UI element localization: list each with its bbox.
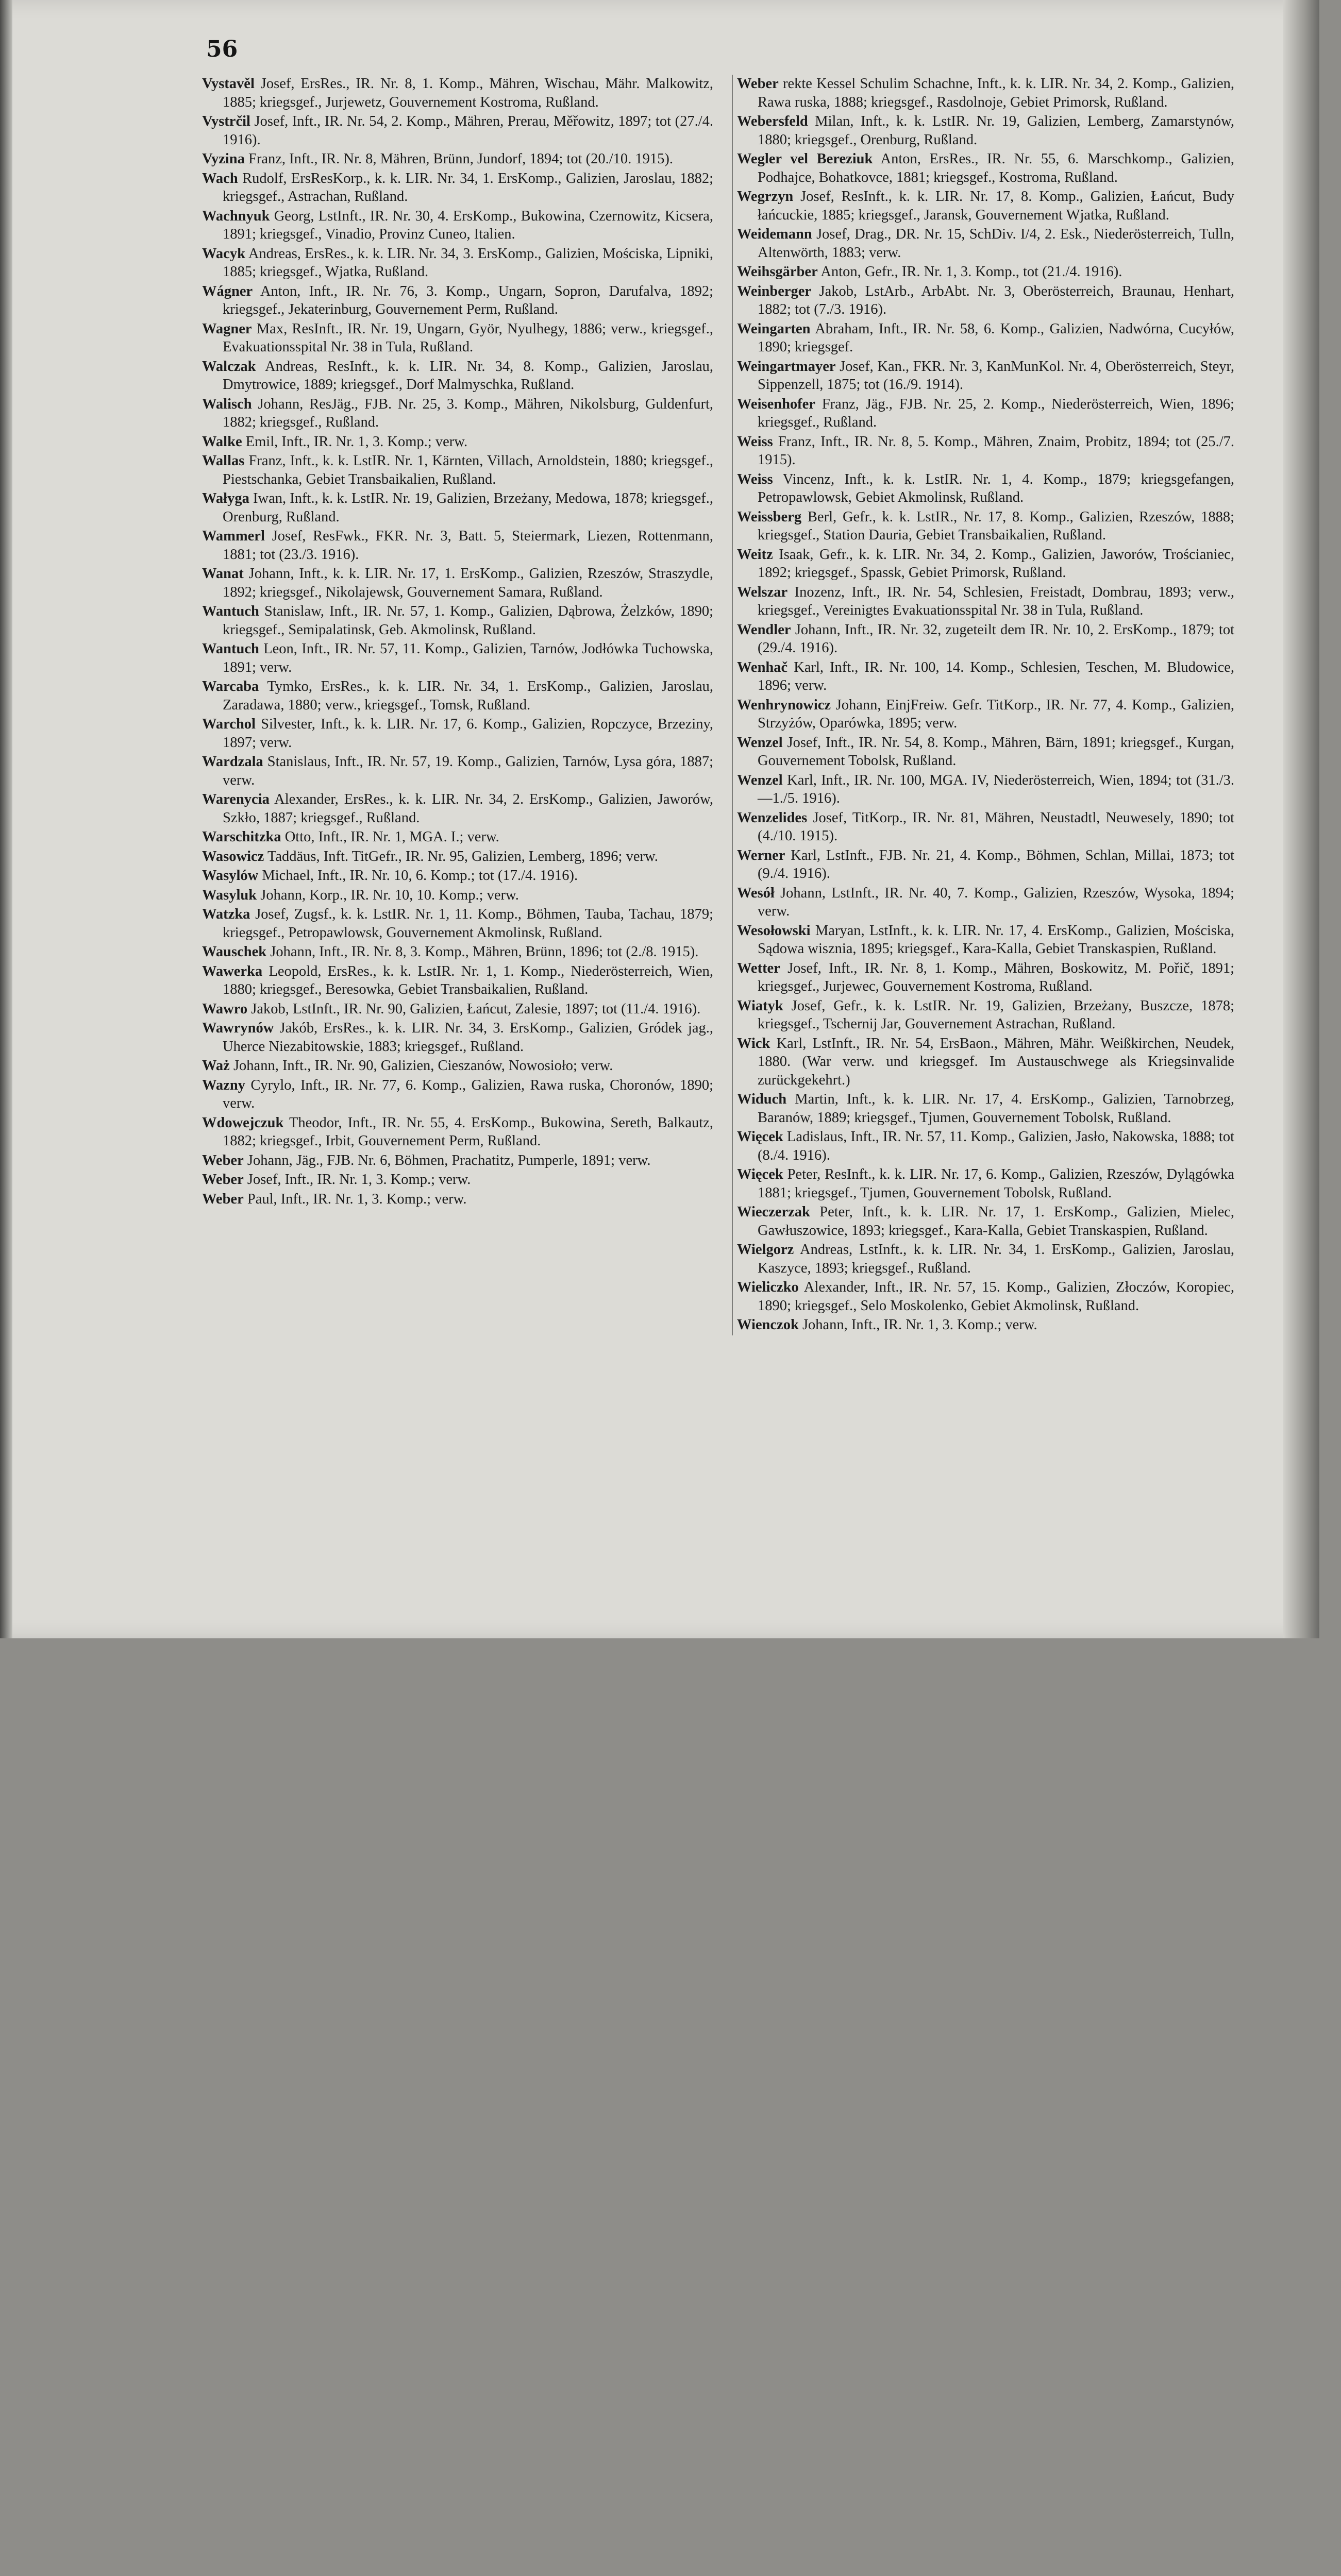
entry-details: Peter, ResInft., k. k. LIR. Nr. 17, 6. Komp., Galizien, Rzeszów, Dylągówka 1881; kriegsgef., Tjumen, Gouvernement Tobolsk, Rußland. — [758, 1166, 1234, 1201]
entry-surname: Weissberg — [737, 509, 802, 525]
entry-details: Johann, Inft., IR. Nr. 1, 3. Komp.; verw. — [802, 1317, 1037, 1333]
register-entry — [202, 207, 713, 244]
register-entry — [202, 962, 713, 999]
register-entry — [737, 263, 1234, 281]
register-entry — [737, 112, 1234, 149]
entry-details: Josef, Inft., IR. Nr. 1, 3. Komp.; verw. — [247, 1172, 471, 1188]
entry-surname: Weidemann — [737, 226, 812, 242]
entry-details: Berl, Gefr., k. k. LstIR., Nr. 17, 8. Komp., Galizien, Rzeszów, 1888; kriegsgef., Station Dauria, Gebiet Transbaikalien, Rußland. — [758, 509, 1234, 543]
entry-details: Franz, Inft., k. k. LstIR. Nr. 1, Kärnten, Villach, Arnoldstein, 1880; kriegsgef., Piestschanka, Gebiet Transbaikalien, Rußland. — [223, 453, 713, 487]
entry-details: Leon, Inft., IR. Nr. 57, 11. Komp., Galizien, Tarnów, Jodłówka Tuchowska, 1891; verw. — [223, 641, 714, 675]
entry-details: Andreas, LstInft., k. k. LIR. Nr. 34, 1. ErsKomp., Galizien, Jaroslau, Kaszyce, 1893; kriegsgef., Rußland. — [758, 1242, 1234, 1276]
entry-details: Josef, ResInft., k. k. LIR. Nr. 17, 8. Komp., Galizien, Łańcut, Budy łańcuckie, 1885; kriegsgef., Jaransk, Gouvernement Wjatka, Rußland. — [758, 189, 1235, 223]
entry-surname: Wachnyuk — [202, 208, 270, 224]
entry-details: Alexander, ErsRes., k. k. LIR. Nr. 34, 2. ErsKomp., Galizien, Jaworów, Szkło, 1887; kriegsgef., Rußland. — [223, 791, 713, 826]
entry-details: Josef, Drag., DR. Nr. 15, SchDiv. I/4, 2. Esk., Niederösterreich, Tulln, Altenwörth, 1883; verw. — [758, 226, 1234, 261]
register-entry — [737, 508, 1234, 545]
entry-details: Josef, ResFwk., FKR. Nr. 3, Batt. 5, Steiermark, Liezen, Rottenmann, 1881; tot (23./3. 1916). — [223, 528, 713, 563]
register-entry — [202, 1171, 713, 1189]
entry-surname: Więcek — [737, 1166, 783, 1182]
page-number: 56 — [206, 36, 238, 62]
register-entry — [202, 677, 713, 714]
entry-details: Jakób, ErsRes., k. k. LIR. Nr. 34, 3. ErsKomp., Galizien, Gródek jag., Uherce Niezabitowskie, 1883; kriegsgef., Rußland. — [223, 1020, 713, 1055]
entry-surname: Wieliczko — [737, 1279, 799, 1295]
entry-surname: Walke — [202, 433, 242, 450]
register-entry — [737, 433, 1234, 469]
register-entry — [202, 1000, 713, 1019]
entry-details: Maryan, LstInft., k. k. LIR. Nr. 17, 4. ErsKomp., Galizien, Mościska, Sądowa wisznia, 1895; kriegsgef., Kara-Kalla, Gebiet Transkaspien, Rußland. — [758, 922, 1235, 957]
entry-details: Ladislaus, Inft., IR. Nr. 57, 11. Komp., Galizien, Jasło, Nakowska, 1888; tot (8./4. 1916). — [758, 1129, 1234, 1163]
register-entry — [737, 658, 1234, 695]
entry-surname: Wauschek — [202, 944, 267, 960]
entry-details: Johann, Jäg., FJB. Nr. 6, Böhmen, Prachatitz, Pumperle, 1891; verw. — [247, 1152, 651, 1168]
entry-surname: Wanat — [202, 566, 244, 582]
entry-surname: Więcek — [737, 1129, 783, 1145]
register-entry — [202, 1057, 713, 1075]
register-entry — [202, 867, 713, 885]
entry-surname: Wazny — [202, 1077, 245, 1093]
entry-details: Johann, EinjFreiw. Gefr. TitKorp., IR. Nr. 77, 4. Komp., Galizien, Strzyżów, Oparówka, 1895; verw. — [758, 697, 1234, 731]
entry-details: Andreas, ResInft., k. k. LIR. Nr. 34, 8. Komp., Galizien, Jaroslau, Dmytrowice, 1889; kriegsgef., Dorf Malmyschka, Rußland. — [223, 358, 713, 393]
register-entry — [202, 1076, 713, 1113]
register-entry — [737, 771, 1234, 808]
register-entry — [737, 75, 1234, 111]
entry-surname: Warenycia — [202, 791, 270, 807]
entry-surname: Wach — [202, 170, 238, 187]
entry-details: rekte Kessel Schulim Schachne, Inft., k. k. LIR. Nr. 34, 2. Komp., Galizien, Rawa ruska, 1888; kriegsgef., Rasdolnoje, Gebiet Primorsk, Rußland. — [758, 76, 1234, 110]
register-entry — [202, 1019, 713, 1056]
register-entry — [202, 282, 713, 319]
entry-surname: Widuch — [737, 1091, 787, 1107]
entry-details: Jakob, LstInft., IR. Nr. 90, Galizien, Łańcut, Zalesie, 1897; tot (11./4. 1916). — [251, 1001, 701, 1017]
register-entry — [202, 640, 713, 676]
entry-surname: Weber — [202, 1152, 244, 1168]
entry-details: Anton, Inft., IR. Nr. 76, 3. Komp., Ungarn, Sopron, Darufalva, 1892; kriegsgef., Jekaterinburg, Gouvernement Perm, Rußland. — [223, 283, 713, 317]
entry-surname: Weber — [737, 76, 779, 92]
entry-details: Stanislaus, Inft., IR. Nr. 57, 19. Komp., Galizien, Tarnów, Lysa góra, 1887; verw. — [223, 754, 714, 788]
entry-surname: Walisch — [202, 396, 252, 412]
register-entry — [202, 433, 713, 451]
register-entry — [737, 188, 1234, 224]
register-entry — [737, 320, 1234, 357]
entry-details: Johann, Inft., k. k. LIR. Nr. 17, 1. ErsKomp., Galizien, Rzeszów, Straszydle, 1892; kriegsgef., Nikolajewsk, Gouvernement Samara, Rußland. — [223, 566, 714, 600]
register-entry — [737, 1128, 1234, 1164]
register-entry — [202, 150, 713, 168]
entry-surname: Wenzel — [737, 734, 783, 751]
entry-surname: Wasyluk — [202, 887, 257, 903]
entry-details: Josef, Zugsf., k. k. LstIR. Nr. 1, 11. Komp., Böhmen, Tauba, Tachau, 1879; kriegsgef., Petropawlowsk, Gouvernement Akmolinsk, Rußland. — [223, 906, 713, 941]
register-entry — [737, 884, 1234, 921]
entry-details: Michael, Inft., IR. Nr. 10, 6. Komp.; tot (17./4. 1916). — [262, 868, 578, 884]
entry-surname: Wesołowski — [737, 922, 811, 939]
entry-surname: Werner — [737, 847, 785, 863]
register-entry — [202, 828, 713, 846]
entry-surname: Wenhač — [737, 659, 788, 675]
register-entry — [202, 715, 713, 752]
register-entry — [202, 848, 713, 866]
entry-details: Max, ResInft., IR. Nr. 19, Ungarn, Györ, Nyulhegy, 1886; verw., kriegsgef., Evakuationsspital Nr. 38 in Tula, Rußland. — [223, 320, 713, 355]
register-entry — [737, 395, 1234, 432]
entry-details: Josef, Inft., IR. Nr. 54, 8. Komp., Mähren, Bärn, 1891; kriegsgef., Kurgan, Gouvernement Tobolsk, Rußland. — [758, 734, 1234, 769]
entry-details: Josef, Kan., FKR. Nr. 3, KanMunKol. Nr. 4, Oberösterreich, Steyr, Sippenzell, 1875; tot (16./9. 1914). — [758, 358, 1235, 393]
entry-surname: Wienczok — [737, 1317, 799, 1333]
entry-details: Franz, Inft., IR. Nr. 8, 5. Komp., Mähren, Znaim, Probitz, 1894; tot (25./7. 1915). — [758, 433, 1235, 468]
register-entry — [737, 470, 1234, 507]
entry-details: Josef, Inft., IR. Nr. 8, 1. Komp., Mähren, Boskowitz, M. Pořič, 1891; kriegsgef., Jurjewec, Gouvernement Kostroma, Rußland. — [758, 960, 1234, 994]
entry-details: Karl, Inft., IR. Nr. 100, 14. Komp., Schlesien, Teschen, M. Bludowice, 1896; verw. — [758, 659, 1235, 693]
register-entry — [737, 1278, 1234, 1315]
entry-details: Rudolf, ErsResKorp., k. k. LIR. Nr. 34, 1. ErsKomp., Galizien, Jaroslau, 1882; kriegsgef., Astrachan, Rußland. — [223, 170, 714, 205]
entry-details: Johann, Inft., IR. Nr. 90, Galizien, Cieszanów, Nowosioło; verw. — [233, 1058, 613, 1074]
register-entry — [202, 245, 713, 281]
register-entry — [737, 1316, 1234, 1334]
entry-surname: Wetter — [737, 960, 780, 976]
entry-surname: Warcaba — [202, 679, 259, 694]
entry-surname: Weber — [202, 1191, 244, 1207]
entry-surname: Wacyk — [202, 245, 245, 262]
register-entry — [202, 886, 713, 905]
entry-surname: Weisenhofer — [737, 396, 815, 412]
entry-surname: Wendler — [737, 621, 791, 638]
register-entry — [202, 602, 713, 639]
register-entry — [202, 943, 713, 961]
register-entry — [737, 1165, 1234, 1202]
register-entry — [202, 452, 713, 488]
entry-details: Josef, Gefr., k. k. LstIR. Nr. 19, Galizien, Brzeżany, Buszcze, 1878; kriegsgef., Tschernij Jar, Gouvernement Astrachan, Rußland. — [758, 997, 1234, 1032]
entry-details: Emil, Inft., IR. Nr. 1, 3. Komp.; verw. — [245, 433, 468, 450]
entry-details: Franz, Jäg., FJB. Nr. 25, 2. Komp., Niederösterreich, Wien, 1896; kriegsgef., Rußland. — [758, 396, 1234, 430]
entry-surname: Weiss — [737, 433, 773, 450]
register-entry — [202, 1151, 713, 1170]
entry-details: Alexander, Inft., IR. Nr. 57, 15. Komp., Galizien, Złoczów, Koropiec, 1890; kriegsgef., Selo Moskolenko, Gebiet Akmolinsk, Rußland. — [758, 1279, 1234, 1314]
entry-surname: Welszar — [737, 584, 788, 600]
entry-surname: Wasowicz — [202, 848, 264, 865]
register-entry — [737, 846, 1234, 883]
register-entry — [737, 621, 1234, 657]
entry-surname: Wasylów — [202, 868, 259, 884]
register-entry — [202, 790, 713, 827]
entry-details: Karl, LstInft., FJB. Nr. 21, 4. Komp., Böhmen, Schlan, Millai, 1873; tot (9./4. 1916). — [758, 847, 1234, 882]
register-entry — [737, 546, 1234, 582]
entry-details: Peter, Inft., k. k. LIR. Nr. 17, 1. ErsKomp., Galizien, Mielec, Gawłuszowice, 1893; kriegsgef., Kara-Kalla, Gebiet Transkaspien, Rußland. — [758, 1204, 1234, 1239]
entry-details: Andreas, ErsRes., k. k. LIR. Nr. 34, 3. ErsKomp., Galizien, Mościska, Lipniki, 1885; kriegsgef., Wjatka, Rußland. — [223, 245, 713, 280]
register-entry — [202, 395, 713, 432]
register-entry — [202, 905, 713, 942]
entry-surname: Wenzel — [737, 772, 783, 788]
register-entry — [737, 922, 1234, 958]
entry-surname: Weitz — [737, 546, 773, 563]
entry-details: Leopold, ErsRes., k. k. LstIR. Nr. 1, 1. Komp., Niederösterreich, Wien, 1880; kriegsgef., Beresowka, Gebiet Transbaikalien, Rußland. — [223, 963, 713, 997]
entry-details: Milan, Inft., k. k. LstIR. Nr. 19, Galizien, Lemberg, Zamarstynów, 1880; kriegsgef., Orenburg, Rußland. — [758, 113, 1235, 148]
register-entry — [202, 1190, 713, 1209]
viewer-footer — [0, 1638, 1341, 1791]
register-entry — [737, 696, 1234, 733]
entry-details: Martin, Inft., k. k. LIR. Nr. 17, 4. ErsKomp., Galizien, Tarnobrzeg, Baranów, 1889; kriegsgef., Tjumen, Gouvernement Tobolsk, Rußland. — [758, 1091, 1234, 1126]
entry-surname: Wawerka — [202, 963, 263, 979]
entry-details: Josef, ErsRes., IR. Nr. 8, 1. Komp., Mähren, Wischau, Mähr. Malkowitz, 1885; kriegsgef., Jurjewetz, Gouvernement Kostroma, Rußland. — [223, 76, 713, 110]
entry-details: Vincenz, Inft., k. k. LstIR. Nr. 1, 4. Komp., 1879; kriegsgefangen, Petropawlowsk, Gebiet Akmolinsk, Rußland. — [758, 471, 1234, 505]
entry-surname: Weingarten — [737, 320, 811, 337]
left-column — [202, 75, 713, 1209]
entry-details: Paul, Inft., IR. Nr. 1, 3. Komp.; verw. — [247, 1191, 467, 1207]
register-entry — [737, 282, 1234, 319]
register-entry — [737, 1241, 1234, 1277]
entry-details: Josef, TitKorp., IR. Nr. 81, Mähren, Neustadtl, Neuwesely, 1890; tot (4./10. 1915). — [758, 809, 1235, 844]
entry-details: Georg, LstInft., IR. Nr. 30, 4. ErsKomp., Bukowina, Czernowitz, Kicsera, 1891; kriegsgef., Vinadio, Provinz Cuneo, Italien. — [223, 208, 713, 242]
register-entry — [737, 583, 1234, 620]
entry-surname: Warschitzka — [202, 829, 281, 845]
entry-surname: Warchol — [202, 716, 256, 732]
entry-surname: Walczak — [202, 358, 256, 375]
entry-details: Isaak, Gefr., k. k. LIR. Nr. 34, 2. Komp., Galizien, Jaworów, Trościaniec, 1892; kriegsgef., Spassk, Gebiet Primorsk, Rußland. — [758, 546, 1234, 581]
entry-surname: Wallas — [202, 453, 245, 469]
register-entry — [202, 112, 713, 149]
entry-surname: Wardzala — [202, 754, 263, 770]
entry-surname: Wawrynów — [202, 1020, 274, 1036]
entry-surname: Wenhrynowicz — [737, 697, 831, 713]
register-entry — [202, 75, 713, 111]
entry-details: Johann, Inft., IR. Nr. 8, 3. Komp., Mähren, Brünn, 1896; tot (2./8. 1915). — [270, 944, 699, 960]
entry-surname: Wegler vel Bereziuk — [737, 151, 873, 167]
entry-details: Josef, Inft., IR. Nr. 54, 2. Komp., Mähren, Prerau, Měřowitz, 1897; tot (27./4. 1916). — [223, 113, 714, 148]
entry-surname: Wick — [737, 1035, 770, 1052]
entry-details: Karl, LstInft., IR. Nr. 54, ErsBaon., Mähren, Mähr. Weißkirchen, Neudek, 1880. (War verw. und kriegsgef. Im Austauschwege als Kriegsinvalide zurückgekehrt.) — [758, 1035, 1234, 1088]
entry-surname: Weinberger — [737, 283, 812, 299]
entry-details: Otto, Inft., IR. Nr. 1, MGA. I.; verw. — [284, 829, 499, 845]
entry-surname: Wegrzyn — [737, 189, 794, 205]
right-column — [732, 75, 1234, 1335]
entry-surname: Wiatyk — [737, 997, 783, 1014]
entry-surname: Wałyga — [202, 490, 249, 506]
register-entry — [737, 1035, 1234, 1090]
entry-details: Cyrylo, Inft., IR. Nr. 77, 6. Komp., Galizien, Rawa ruska, Choronów, 1890; verw. — [223, 1077, 713, 1111]
entry-surname: Wagner — [202, 320, 252, 337]
entry-surname: Wantuch — [202, 641, 259, 657]
entry-details: Silvester, Inft., k. k. LIR. Nr. 17, 6. Komp., Galizien, Ropczyce, Brzeziny, 1897; verw. — [223, 716, 713, 751]
entry-details: Anton, ErsRes., IR. Nr. 55, 6. Marschkomp., Galizien, Podhajce, Bohatkovce, 1881; kriegsgef., Kostroma, Rußland. — [758, 151, 1235, 185]
entry-surname: Wenzelides — [737, 809, 808, 826]
entry-details: Iwan, Inft., k. k. LstIR. Nr. 19, Galizien, Brzeżany, Medowa, 1878; kriegsgef., Orenburg, Rußland. — [223, 490, 713, 525]
register-entry — [737, 809, 1234, 845]
entry-details: Tymko, ErsRes., k. k. LIR. Nr. 34, 1. ErsKomp., Galizien, Jaroslau, Zaradawa, 1880; verw., kriegsgef., Tomsk, Rußland. — [223, 679, 713, 713]
entry-surname: Wágner — [202, 283, 253, 299]
register-entry — [737, 225, 1234, 262]
entry-surname: Vyzina — [202, 151, 245, 167]
register-entry — [737, 734, 1234, 770]
entry-details: Jakob, LstArb., ArbAbt. Nr. 3, Oberösterreich, Braunau, Henhart, 1882; tot (7./3. 1916). — [758, 283, 1235, 317]
register-entry — [202, 527, 713, 564]
register-entry — [737, 1090, 1234, 1127]
entry-details: Anton, Gefr., IR. Nr. 1, 3. Komp., tot (21./4. 1916). — [820, 264, 1122, 280]
entry-details: Johann, LstInft., IR. Nr. 40, 7. Komp., Galizien, Rzeszów, Wysoka, 1894; verw. — [758, 885, 1234, 919]
entry-details: Taddäus, Inft. TitGefr., IR. Nr. 95, Galizien, Lemberg, 1896; verw. — [267, 848, 658, 865]
register-entry — [737, 1203, 1234, 1240]
entry-surname: Wieczerzak — [737, 1204, 810, 1220]
register-entry — [202, 753, 713, 789]
entry-surname: Vystrčil — [202, 113, 250, 129]
register-entry — [202, 358, 713, 394]
register-entry — [202, 489, 713, 526]
register-entry — [202, 1114, 713, 1150]
register-entry — [202, 170, 713, 206]
register-entry — [202, 565, 713, 601]
page-binding-shadow — [0, 0, 12, 1638]
entry-surname: Wammerl — [202, 528, 265, 544]
register-entry — [202, 320, 713, 357]
entry-details: Johann, ResJäg., FJB. Nr. 25, 3. Komp., Mähren, Nikolsburg, Guldenfurt, 1882; kriegsgef., Rußland. — [223, 396, 713, 430]
entry-details: Franz, Inft., IR. Nr. 8, Mähren, Brünn, Jundorf, 1894; tot (20./10. 1915). — [248, 151, 674, 167]
entry-details: Johann, Inft., IR. Nr. 32, zugeteilt dem IR. Nr. 10, 2. ErsKomp., 1879; tot (29./4. 1916). — [758, 621, 1235, 656]
entry-surname: Wawro — [202, 1001, 248, 1017]
register-entry — [737, 959, 1234, 996]
register-entry — [737, 358, 1234, 394]
entry-details: Abraham, Inft., IR. Nr. 58, 6. Komp., Galizien, Nadwórna, Cucyłów, 1890; kriegsgef. — [758, 320, 1234, 355]
entry-surname: Webersfeld — [737, 113, 808, 129]
entry-details: Stanislaw, Inft., IR. Nr. 57, 1. Komp., Galizien, Dąbrowa, Żelzków, 1890; kriegsgef., Semipalatinsk, Geb. Akmolinsk, Rußland. — [223, 603, 714, 638]
entry-surname: Wantuch — [202, 603, 259, 619]
entry-surname: Wdowejczuk — [202, 1114, 284, 1131]
entry-surname: Watzka — [202, 906, 250, 922]
entry-surname: Weiss — [737, 471, 773, 487]
entry-surname: Wielgorz — [737, 1242, 794, 1258]
entry-details: Inozenz, Inft., IR. Nr. 54, Schlesien, Freistadt, Dombrau, 1893; verw., kriegsgef., Vereinigtes Evakuationsspital Nr. 38 in Tula, Rußland. — [758, 584, 1234, 618]
entry-details: Theodor, Inft., IR. Nr. 55, 4. ErsKomp., Bukowina, Sereth, Balkautz, 1882; kriegsgef., Irbit, Gouvernement Perm, Rußland. — [223, 1114, 713, 1149]
entry-surname: Waż — [202, 1058, 230, 1074]
entry-details: Karl, Inft., IR. Nr. 100, MGA. IV, Niederösterreich, Wien, 1894; tot (31./3.—1./5. 1916). — [758, 772, 1235, 806]
register-entry — [737, 997, 1234, 1033]
entry-surname: Wesół — [737, 885, 775, 901]
register-entry — [737, 150, 1234, 187]
entry-surname: Weber — [202, 1172, 244, 1188]
entry-details: Johann, Korp., IR. Nr. 10, 10. Komp.; verw. — [260, 887, 519, 903]
entry-surname: Weingartmayer — [737, 358, 836, 375]
page-edge-shadow — [1283, 0, 1319, 1638]
entry-surname: Vystavěl — [202, 76, 255, 92]
entry-surname: Weihsgärber — [737, 264, 818, 280]
